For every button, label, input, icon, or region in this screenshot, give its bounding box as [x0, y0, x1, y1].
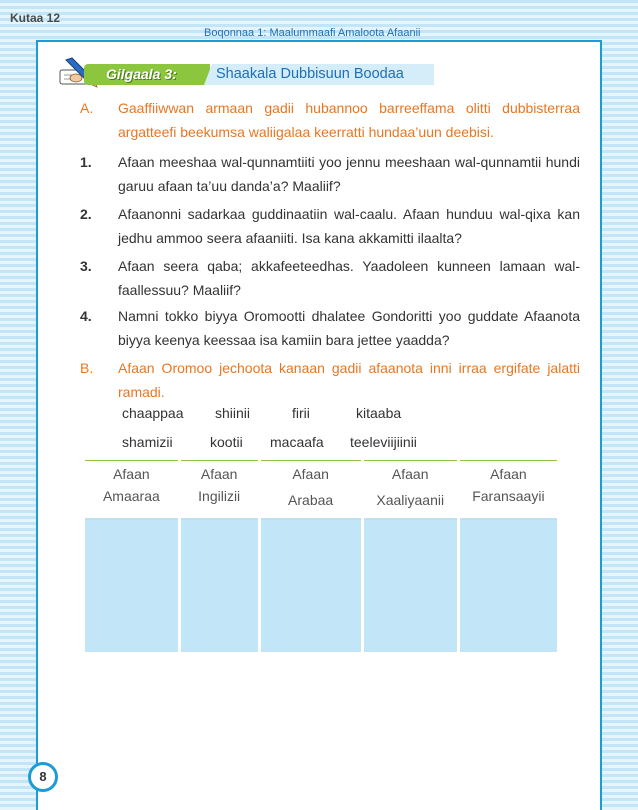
question-number: 4.	[80, 308, 92, 324]
activity-label-bar	[84, 64, 210, 85]
question-4	[80, 304, 580, 352]
word: shiinii	[215, 405, 251, 421]
question-number: 1.	[80, 154, 92, 170]
header-line1: Afaan	[200, 466, 238, 482]
header-line1: Afaan	[113, 466, 150, 482]
table-header	[261, 460, 361, 520]
header-line1: Afaan	[292, 466, 329, 482]
question-text: Afaan seera qaba; akkafeeteedhas. Yaadoleen kunneen lamaan wal-faallessuu? Maaliif?	[118, 258, 580, 298]
activity-title: Shaakala Dubbisuun Boodaa	[216, 66, 404, 82]
page-number: 8	[28, 762, 58, 792]
activity-label: Gilgaala 3:	[106, 66, 177, 82]
answer-cell[interactable]	[261, 520, 361, 652]
section-a-text: Gaaffiiwwan armaan gadii hubannoo barreeffama olitti dubbisterraa argatteefi beekumsa waliigalaa keerratti hundaa’uun deebisi.	[118, 100, 580, 140]
header-line2: Faransaayii	[472, 488, 545, 504]
unit-title: Boqonnaa 1: Maalummaafi Amaloota Afaanii	[204, 27, 421, 39]
word: teeleviijiinii	[350, 434, 417, 450]
word: firii	[292, 405, 310, 421]
section-b-text: Afaan Oromoo jechoota kanaan gadii afaanota inni irraa ergifate jalatti ramadi.	[118, 360, 580, 400]
header-line2: Xaaliyaanii	[376, 492, 445, 508]
table-header	[181, 460, 258, 520]
table-header	[460, 460, 557, 520]
word: chaappaa	[122, 405, 184, 421]
question-3	[80, 254, 580, 302]
word: kootii	[210, 434, 243, 450]
question-text: Afaan meeshaa wal-qunnamtiiti yoo jennu meeshaan wal-qunnamtii hundi garuu afaan ta’uu danda’a? Maaliif?	[118, 154, 580, 194]
question-text: Afaanonni sadarkaa guddinaatiin wal-caalu. Afaan hunduu wal-qixa kan jedhu ammoo seera afaaniiti. Isa kana akkamitti ilaalta?	[118, 206, 580, 246]
header-line2: Amaaraa	[102, 488, 160, 504]
header-line1: Afaan	[490, 466, 527, 482]
section-b	[80, 356, 580, 404]
answer-cell[interactable]	[460, 520, 557, 652]
word: shamizii	[122, 434, 173, 450]
question-number: 2.	[80, 206, 92, 222]
section-a-letter: A.	[80, 100, 94, 116]
chapter-label: Kutaa 12	[10, 11, 61, 25]
section-b-letter: B.	[80, 360, 94, 376]
question-text: Namni tokko biyya Oromootti dhalatee Gondoritti yoo guddate Afaanota biyya keenya keessaa isa kamiin bara jettee yaadda?	[118, 308, 580, 348]
section-a	[80, 96, 580, 144]
header-line2: Ingilizii	[198, 488, 241, 504]
table-header	[85, 460, 178, 520]
table-header	[364, 460, 457, 520]
answer-cell[interactable]	[181, 520, 258, 652]
question-2	[80, 202, 580, 250]
header-line1: Afaan	[391, 466, 429, 482]
answer-cell[interactable]	[85, 520, 178, 652]
question-1	[80, 150, 580, 198]
question-number: 3.	[80, 258, 92, 274]
answer-cell[interactable]	[364, 520, 457, 652]
word: kitaaba	[356, 405, 402, 421]
header-line2: Arabaa	[288, 492, 334, 508]
language-table	[82, 460, 560, 652]
word: macaafa	[270, 434, 324, 450]
panel-top-border	[36, 40, 602, 42]
